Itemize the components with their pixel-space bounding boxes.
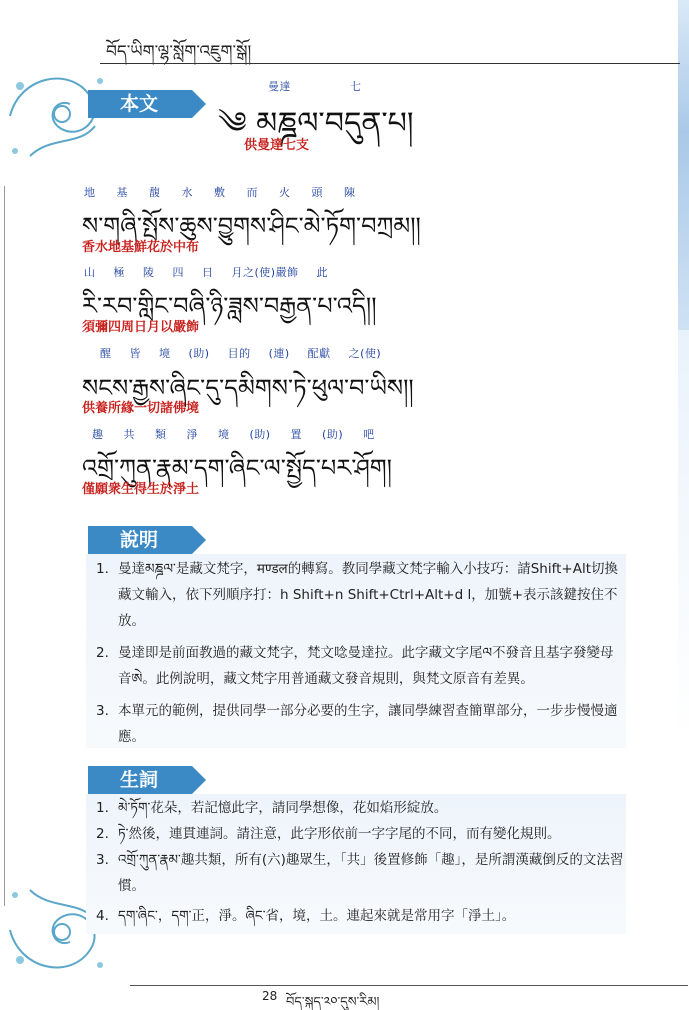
- header-title: བོད་ཡིག་ལྷ་སློག་འཇུག་སྒོ།: [106, 42, 252, 62]
- verse-tibetan: འགྲོ་ཀུན་རྣམ་དག་ཞིང་ལ་སྤྱོད་པར་ཤོག།: [82, 454, 392, 482]
- verse-gloss: 地 基 馥 水 敷 而 火 頭 陳: [84, 186, 356, 199]
- footer-rule: [130, 985, 688, 986]
- vocabulary-item: 4. དག་ཞིང་，དག་正，淨。ཞིང་省，境，土。連起來就是常用字「淨土」。: [96, 908, 516, 924]
- verse-translation: 香水地基鮮花於中布: [82, 240, 200, 255]
- vocabulary-panel: [86, 794, 626, 934]
- verse-translation: 僅願衆生得生於淨土: [82, 482, 200, 497]
- vocabulary-label: 生詞: [88, 766, 192, 794]
- verse-tibetan: ས་གཞི་སྤོས་ཆུས་བྱུགས་ཤིང་མེ་ཏོག་བཀྲམ།།: [82, 212, 421, 240]
- vocabulary-item: 1. མེ་ཏོག་花朵，若記憶此字，請同學想像，花如焰形綻放。: [96, 800, 448, 816]
- explanation-item: 1. 曼達མཎྜལ་是藏文梵字，मण्डल的轉寫。教同學藏文梵字輸入小技巧：請Shift+Alt切換藏文輸入，依下列順序打：h Shift+n Shift+Ctrl+Alt+d l，加號+表示該鍵按住不放。: [96, 561, 618, 629]
- title-gloss-mandala: 曼達: [268, 80, 291, 93]
- title-gloss-seven: 七: [350, 80, 362, 93]
- vocabulary-item: 3. འགྲོ་ཀུན་རྣམ་趣共類，所有(六)趣眾生，「共」後置修飾「趣」，是所謂漢藏倒反的文法習慣。: [96, 852, 624, 894]
- explanation-label: 說明: [88, 526, 192, 554]
- main-text-label: 本文: [88, 90, 192, 118]
- explanation-item: 2. 曼達即是前面教過的藏文梵字，梵文唸曼達拉。此字藏文字尾ལ不發音且基字發變母音ཨེ。此例說明，藏文梵字用普通藏文發音規則，與梵文原音有差異。: [96, 645, 614, 687]
- page-number: 28: [262, 989, 278, 1003]
- footer-title: བོད་སྐད་༢༠་དུས་རིམ།: [286, 995, 380, 1010]
- verse-translation: 須彌四周日月以嚴飾: [82, 320, 200, 335]
- side-decoration-strip-lower: [678, 330, 689, 1010]
- header-rule: [100, 63, 680, 64]
- verse-tibetan: རི་རབ་གླིང་བཞི་ཉི་ཟླས་བརྒྱན་པ་འདི།།: [82, 292, 377, 320]
- verse-translation: 供養所緣一切諸佛境: [82, 401, 200, 416]
- verse-gloss: 趣 共 類 淨 境 (助) 置 (助) 吧: [92, 428, 375, 441]
- verse-tibetan: སངས་རྒྱས་ཞིང་དུ་དམིགས་ཏེ་ཕུལ་བ་ཡིས།།: [82, 374, 414, 402]
- verse-gloss: 醒 皆 境 (助) 目的 (連) 配獻 之(使): [100, 347, 382, 360]
- explanation-panel: [86, 554, 626, 748]
- left-margin-rule: [4, 186, 5, 906]
- vocabulary-item: 2. ཏེ་然後，連貫連詞。請注意，此字形依前一字字尾的不同，而有變化規則。: [96, 826, 561, 842]
- title-tibetan: ༄ མཎྜལ་བདུན་པ།: [218, 106, 414, 141]
- explanation-item: 3. 本單元的範例，提供同學一部分必要的生字，讓同學練習查簡單部分，一步步慢慢適應。: [96, 703, 618, 745]
- title-translation: 供曼達七支: [244, 138, 310, 153]
- verse-gloss: 山 極 陵 四 日 月之(使)嚴飾 此: [84, 266, 329, 279]
- side-decoration-strip: [678, 0, 689, 330]
